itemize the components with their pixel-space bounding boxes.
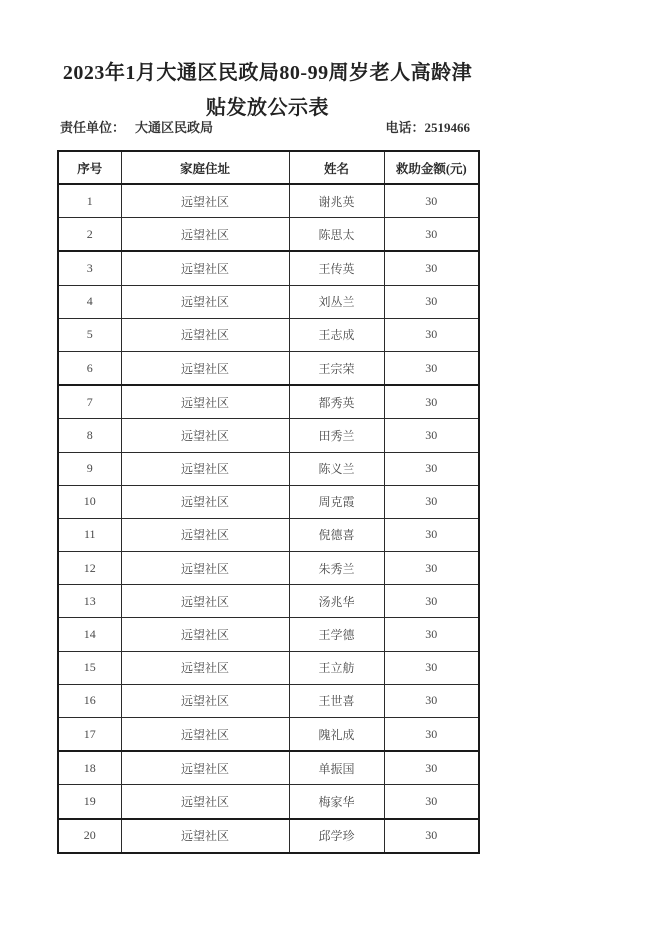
cell-amount: 30 <box>384 485 479 518</box>
cell-amount: 30 <box>384 819 479 853</box>
cell-no: 18 <box>58 751 121 785</box>
cell-name: 倪德喜 <box>289 518 384 551</box>
cell-address: 远望社区 <box>121 618 289 651</box>
cell-no: 6 <box>58 351 121 385</box>
cell-address: 远望社区 <box>121 318 289 351</box>
cell-name: 隗礼成 <box>289 718 384 752</box>
column-header-address: 家庭住址 <box>121 151 289 184</box>
cell-amount: 30 <box>384 618 479 651</box>
cell-no: 11 <box>58 518 121 551</box>
table-row <box>58 285 479 318</box>
cell-amount: 30 <box>384 385 479 419</box>
cell-name: 刘丛兰 <box>289 285 384 318</box>
cell-no: 20 <box>58 819 121 853</box>
cell-address: 远望社区 <box>121 419 289 452</box>
table-row <box>58 485 479 518</box>
page-title <box>57 56 478 126</box>
table-row <box>58 552 479 585</box>
cell-address: 远望社区 <box>121 218 289 252</box>
table-row <box>58 251 479 285</box>
cell-amount: 30 <box>384 684 479 717</box>
cell-no: 17 <box>58 718 121 752</box>
table-row <box>58 718 479 752</box>
table-row <box>58 751 479 785</box>
cell-address: 远望社区 <box>121 251 289 285</box>
cell-no: 7 <box>58 385 121 419</box>
cell-name: 陈思太 <box>289 218 384 252</box>
cell-no: 2 <box>58 218 121 252</box>
cell-name: 王志成 <box>289 318 384 351</box>
cell-no: 19 <box>58 785 121 819</box>
cell-name: 王立舫 <box>289 651 384 684</box>
cell-name: 周克霞 <box>289 485 384 518</box>
cell-address: 远望社区 <box>121 585 289 618</box>
phone-label: 电话： <box>385 120 425 135</box>
cell-address: 远望社区 <box>121 819 289 853</box>
page-title-line1: 2023年1月大通区民政局80-99周岁老人高龄津 <box>62 62 473 84</box>
cell-amount: 30 <box>384 718 479 752</box>
cell-name: 朱秀兰 <box>289 552 384 585</box>
table-row <box>58 218 479 252</box>
cell-address: 远望社区 <box>121 385 289 419</box>
table-row <box>58 585 479 618</box>
cell-name: 田秀兰 <box>289 419 384 452</box>
cell-no: 4 <box>58 285 121 318</box>
table-row <box>58 351 479 385</box>
table-header-row <box>58 151 479 184</box>
table-row <box>58 385 479 419</box>
cell-address: 远望社区 <box>121 184 289 218</box>
page-title-line2: 贴发放公示表 <box>206 97 329 119</box>
cell-address: 远望社区 <box>121 552 289 585</box>
responsible-unit-value: 大通区民政局 <box>135 120 214 135</box>
cell-name: 汤兆华 <box>289 585 384 618</box>
cell-no: 8 <box>58 419 121 452</box>
cell-address: 远望社区 <box>121 485 289 518</box>
cell-amount: 30 <box>384 452 479 485</box>
table-row <box>58 318 479 351</box>
table-row <box>58 819 479 853</box>
cell-amount: 30 <box>384 184 479 218</box>
cell-address: 远望社区 <box>121 452 289 485</box>
cell-address: 远望社区 <box>121 751 289 785</box>
cell-name: 谢兆英 <box>289 184 384 218</box>
phone <box>385 117 470 136</box>
cell-address: 远望社区 <box>121 285 289 318</box>
cell-amount: 30 <box>384 585 479 618</box>
cell-no: 16 <box>58 684 121 717</box>
table-row <box>58 518 479 551</box>
column-header-name: 姓名 <box>289 151 384 184</box>
cell-amount: 30 <box>384 785 479 819</box>
cell-no: 14 <box>58 618 121 651</box>
cell-no: 9 <box>58 452 121 485</box>
cell-no: 3 <box>58 251 121 285</box>
responsible-unit <box>60 117 213 136</box>
cell-no: 12 <box>58 552 121 585</box>
cell-no: 15 <box>58 651 121 684</box>
cell-amount: 30 <box>384 552 479 585</box>
cell-amount: 30 <box>384 419 479 452</box>
cell-address: 远望社区 <box>121 518 289 551</box>
cell-amount: 30 <box>384 518 479 551</box>
cell-name: 邱学珍 <box>289 819 384 853</box>
cell-name: 王传英 <box>289 251 384 285</box>
cell-address: 远望社区 <box>121 718 289 752</box>
cell-name: 单振国 <box>289 751 384 785</box>
cell-address: 远望社区 <box>121 684 289 717</box>
table-row <box>58 785 479 819</box>
column-header-amount: 救助金额(元) <box>384 151 479 184</box>
table-row <box>58 419 479 452</box>
column-header-no: 序号 <box>58 151 121 184</box>
phone-value: 2519466 <box>424 120 470 135</box>
cell-amount: 30 <box>384 285 479 318</box>
meta-row <box>57 117 478 135</box>
cell-amount: 30 <box>384 251 479 285</box>
cell-no: 5 <box>58 318 121 351</box>
cell-name: 陈义兰 <box>289 452 384 485</box>
cell-no: 10 <box>58 485 121 518</box>
cell-name: 王宗荣 <box>289 351 384 385</box>
table-row <box>58 184 479 218</box>
cell-name: 都秀英 <box>289 385 384 419</box>
cell-address: 远望社区 <box>121 351 289 385</box>
table-row <box>58 651 479 684</box>
cell-amount: 30 <box>384 218 479 252</box>
cell-no: 13 <box>58 585 121 618</box>
table-row <box>58 452 479 485</box>
cell-no: 1 <box>58 184 121 218</box>
cell-amount: 30 <box>384 651 479 684</box>
table-row <box>58 618 479 651</box>
subsidy-table <box>57 150 480 854</box>
cell-amount: 30 <box>384 351 479 385</box>
cell-name: 王世喜 <box>289 684 384 717</box>
cell-address: 远望社区 <box>121 651 289 684</box>
responsible-unit-label: 责任单位： <box>60 120 126 135</box>
table-row <box>58 684 479 717</box>
cell-amount: 30 <box>384 751 479 785</box>
cell-amount: 30 <box>384 318 479 351</box>
cell-name: 王学德 <box>289 618 384 651</box>
cell-name: 梅家华 <box>289 785 384 819</box>
cell-address: 远望社区 <box>121 785 289 819</box>
